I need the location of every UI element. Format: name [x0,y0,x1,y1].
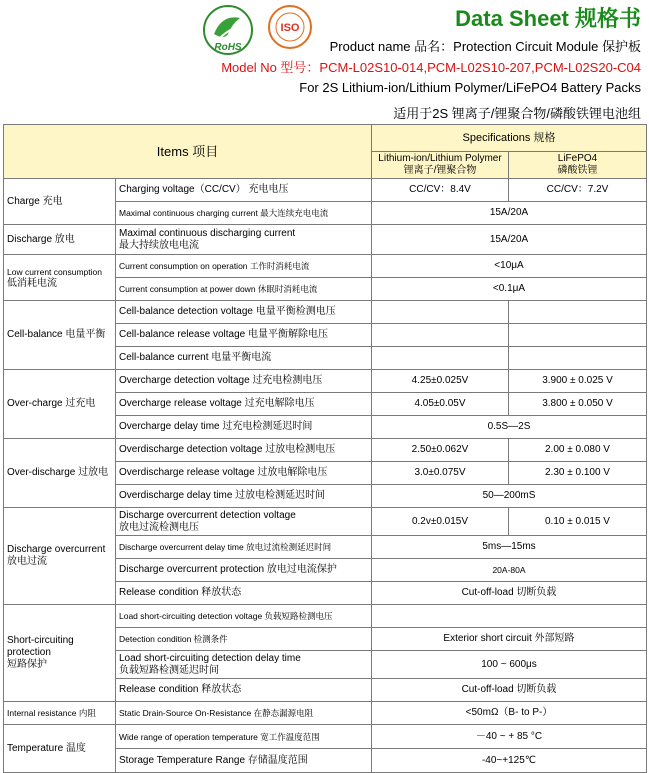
model-number: Model No 型号：PCM-L02S10-014,PCM-L02S10-207,PCM-L02S20-C04 [221,60,641,75]
value-shared: <0.1μA [372,278,647,301]
value-shared: 0.5S—2S [372,416,647,439]
item-label: Release condition 释放状态 [116,582,372,605]
value-lifepo4: 3.900 ± 0.025 V [509,370,647,393]
table-row [4,255,647,278]
item-label: Storage Temperature Range 存储温度范围 [116,749,372,773]
svg-text:ISO: ISO [280,22,300,34]
value-shared: <50mΩ（B- to P-） [372,702,647,725]
item-label: Cell-balance release voltage 电量平衡解除电压 [116,324,372,347]
item-label [116,651,372,679]
item-label: Overdischarge detection voltage 过放电检测电压 [116,439,372,462]
category-short-circuit-cn: 短路保护 [7,659,47,670]
value-shared: 100 ~ 600μs [372,651,647,679]
col-lifepo4-header [509,152,647,179]
item-label: Current consumption at power down 休眠时消耗电流 [116,278,372,301]
category-overdischarge: Over-discharge 过放电 [4,439,116,508]
category-low-current [4,255,116,301]
item-label: Overcharge detection voltage 过充电检测电压 [116,370,372,393]
iso-logo [267,4,313,50]
value-shared: 50—200mS [372,485,647,508]
items-header: Items 项目 [4,125,372,179]
value-shared: Cut-off-load 切断负载 [372,582,647,605]
table-row [4,301,647,324]
item-label-cn: 负载短路检测延迟时间 [119,664,219,676]
table-row [4,725,647,749]
col-liion-en: Lithium-ion/Lithium Polymer [378,153,502,164]
item-label: Wide range of operation temperature 宽工作温度范围 [116,725,372,749]
svg-text:RoHS: RoHS [214,42,242,53]
item-label: Overdischarge release voltage 过放电解除电压 [116,462,372,485]
spec-header: Specifications 规格 [372,125,647,152]
value-liion [372,324,509,347]
col-lifepo4-cn: 磷酸铁锂 [557,165,598,176]
item-label: Overcharge delay time 过充电检测延迟时间 [116,416,372,439]
category-discharge-overcurrent-cn: 放电过流 [7,556,47,567]
value-lifepo4: 0.10 ± 0.015 V [509,508,647,536]
col-lifepo4-en: LiFePO4 [557,153,598,164]
value-shared: Cut-off-load 切断负载 [372,679,647,702]
value-liion: 3.0±0.075V [372,462,509,485]
item-label-en: Load short-circuiting detection delay time [119,652,301,664]
value-liion: 4.05±0.05V [372,393,509,416]
value-shared: -40~+125℃ [372,749,647,773]
table-row [4,702,647,725]
value-liion [372,347,509,370]
value-shared: 15A/20A [372,225,647,255]
value-shared: －40 ~ + 85 °C [372,725,647,749]
category-charge: Charge 充电 [4,179,116,225]
product-name: Product name 品名：Protection Circuit Module 保护板 [329,39,641,54]
document-title: Data Sheet 规格书 [455,6,641,31]
category-discharge-overcurrent [4,508,116,605]
value-lifepo4 [509,301,647,324]
header-row [4,125,647,152]
category-cell-balance: Cell-balance 电量平衡 [4,301,116,370]
value-lifepo4: 2.30 ± 0.100 V [509,462,647,485]
item-label: Release condition 释放状态 [116,679,372,702]
item-label-cn: 放电过流检测电压 [119,521,199,533]
value-liion [372,301,509,324]
col-liion-header [372,152,509,179]
value-liion: 2.50±0.062V [372,439,509,462]
item-label: Load short-circuiting detection voltage 负载短路检测电压 [116,605,372,628]
item-label-cn: 最大持续放电电流 [119,239,199,251]
application-cn: 适用于2S 锂离子/锂聚合物/磷酸铁锂电池组 [393,106,641,121]
item-label: Discharge overcurrent delay time 放电过流检测延迟时间 [116,536,372,559]
category-discharge: Discharge 放电 [4,225,116,255]
application-en: For 2S Lithium-ion/Lithium Polymer/LiFePO4 Battery Packs [299,80,641,95]
item-label: Current consumption on operation 工作时消耗电流 [116,255,372,278]
item-label: Cell-balance detection voltage 电量平衡检测电压 [116,301,372,324]
item-label: Static Drain-Source On-Resistance 在静态漏源电阻 [116,702,372,725]
value-lifepo4: CC/CV：7.2V [509,179,647,202]
table-row [4,225,647,255]
category-temperature: Temperature 温度 [4,725,116,773]
category-low-current-cn: 低消耗电流 [7,277,57,289]
value-lifepo4 [509,324,647,347]
value-shared: <10μA [372,255,647,278]
item-label-en: Maximal continuous discharging current [119,227,296,239]
value-liion: 4.25±0.025V [372,370,509,393]
category-short-circuit [4,605,116,702]
spec-table [3,124,647,773]
table-row [4,179,647,202]
value-liion: CC/CV：8.4V [372,179,509,202]
item-label: Maximal continuous charging current 最大连续充电电流 [116,202,372,225]
value-shared: 20A-80A [372,559,647,582]
table-row [4,439,647,462]
item-label-en: Discharge overcurrent detection voltage [119,509,296,521]
value-shared: 15A/20A [372,202,647,225]
category-discharge-overcurrent-en: Discharge overcurrent [7,544,106,555]
value-lifepo4: 2.00 ± 0.080 V [509,439,647,462]
category-overcharge: Over-charge 过充电 [4,370,116,439]
value-liion: 0.2v±0.015V [372,508,509,536]
value-lifepo4: 3.800 ± 0.050 V [509,393,647,416]
col-liion-cn: 锂离子/锂聚合物 [403,165,477,176]
value-lifepo4 [509,347,647,370]
item-label: Overdischarge delay time 过放电检测延迟时间 [116,485,372,508]
table-row [4,605,647,628]
item-label: Overcharge release voltage 过充电解除电压 [116,393,372,416]
category-internal-resistance: Internal resistance 内阻 [4,702,116,725]
value-shared: Exterior short circuit 外部短路 [372,628,647,651]
table-row [4,508,647,536]
category-short-circuit-en: Short-circuiting protection [7,635,74,658]
rohs-logo [202,4,254,56]
value-shared: 5ms—15ms [372,536,647,559]
item-label [116,225,372,255]
value-shared [372,605,647,628]
item-label [116,508,372,536]
item-label: Discharge overcurrent protection 放电过电流保护 [116,559,372,582]
item-label: Cell-balance current 电量平衡电流 [116,347,372,370]
item-label: Charging voltage（CC/CV） 充电电压 [116,179,372,202]
item-label: Detection condition 检测条件 [116,628,372,651]
table-row [4,370,647,393]
category-low-current-en: Low current consumption [7,266,102,277]
